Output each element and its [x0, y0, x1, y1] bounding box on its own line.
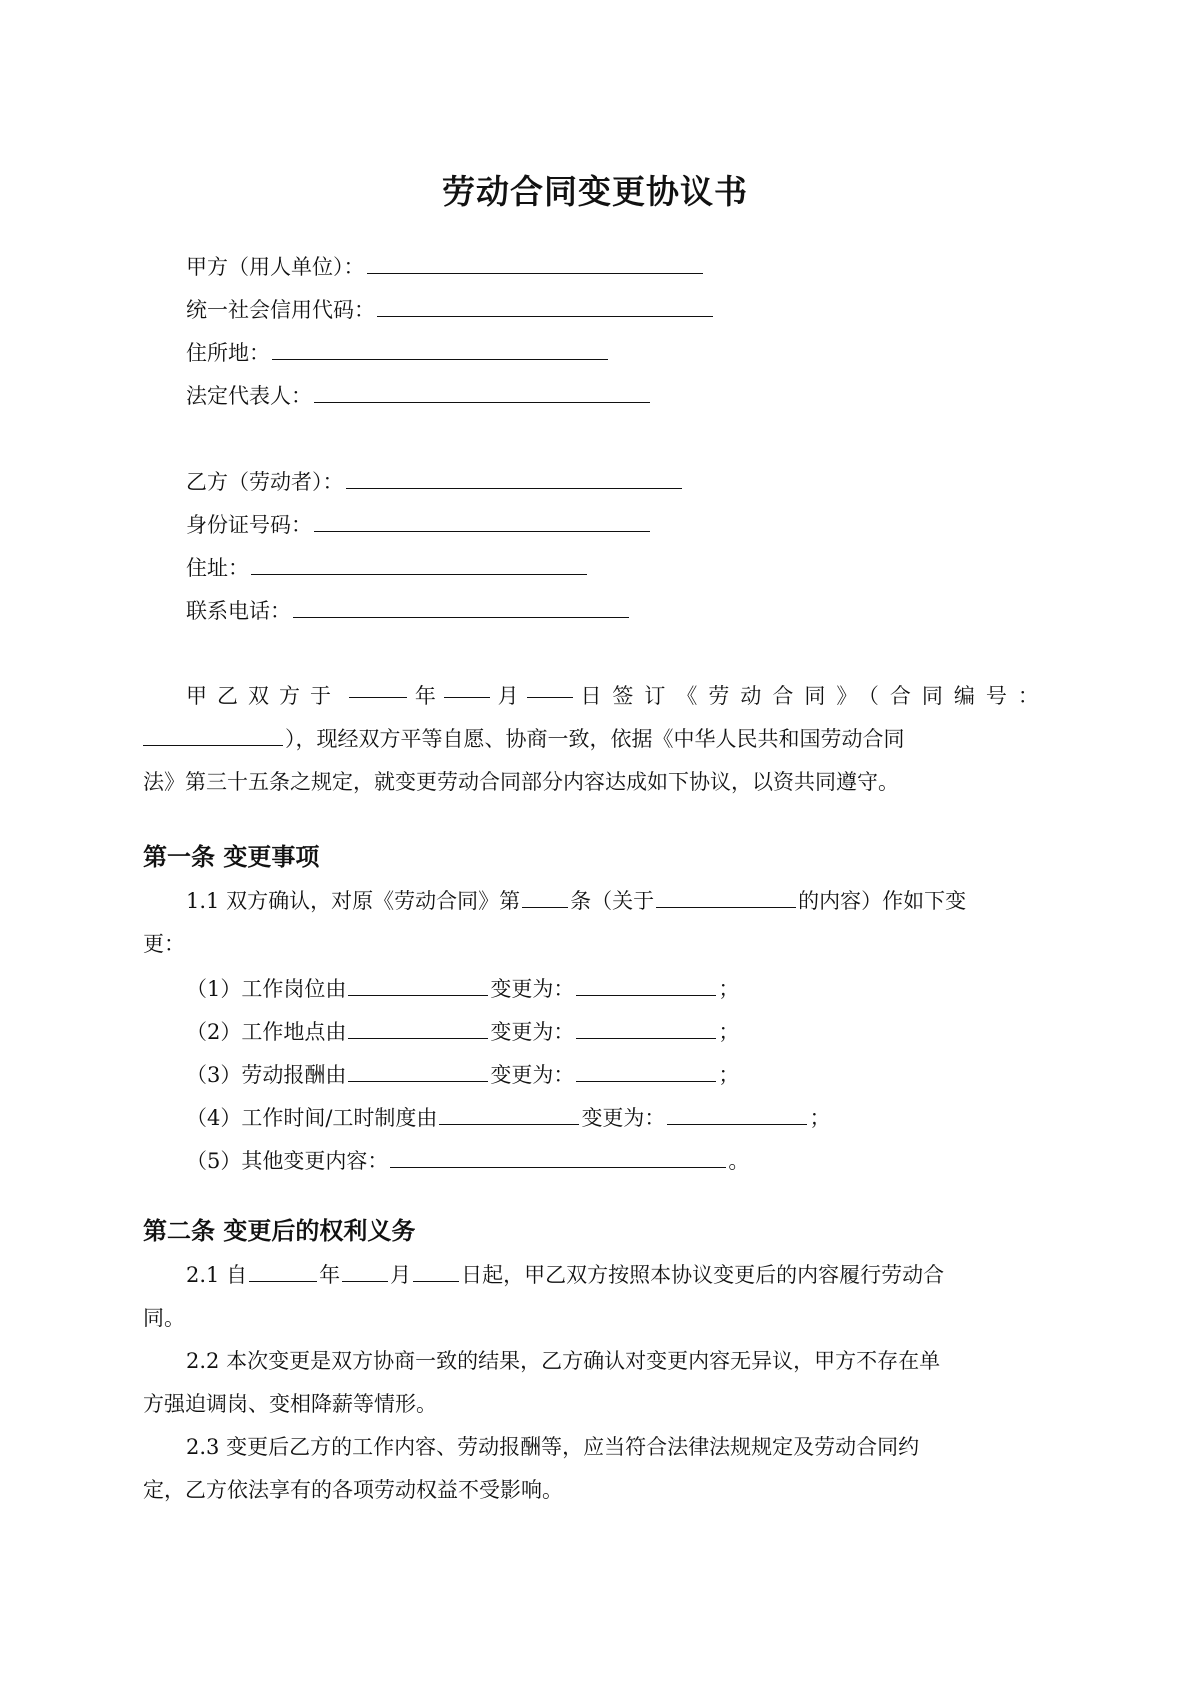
item-5-end: 。 — [728, 1149, 750, 1173]
clause-2-3-text-a: 2.3 变更后乙方的工作内容、劳动报酬等，应当符合法律法规规定及劳动合同约 — [186, 1435, 920, 1459]
article-1-intro-row-1 — [143, 880, 1050, 923]
item-4-end: ； — [809, 1106, 831, 1130]
article-2-heading: 第二条 变更后的权利义务 — [143, 1217, 416, 1245]
party-a-legal-rep-line — [186, 380, 652, 410]
item-4-label: （4）工作时间/工时制度由 — [186, 1106, 438, 1130]
article-1-intro-text-c: 的内容）作如下变 — [798, 889, 967, 913]
preamble-text-4: 日签订《劳动合同》（合同编号： — [580, 684, 1050, 708]
article-1-item-3 — [186, 1059, 739, 1089]
preamble-text-5: ），现经双方平等自愿、协商一致，依据《中华人民共和国劳动合同 — [285, 727, 905, 751]
item-1-mid: 变更为： — [490, 977, 575, 1001]
preamble-day-field[interactable] — [527, 675, 573, 698]
item-2-end: ； — [718, 1020, 740, 1044]
item-5-label: （5）其他变更内容： — [186, 1149, 389, 1173]
party-a-legal-rep-field[interactable] — [314, 380, 650, 403]
preamble-row-1 — [143, 675, 1050, 718]
item-3-end: ； — [718, 1063, 740, 1087]
article-2-clause-2-3 — [143, 1426, 1050, 1512]
party-b-phone-line — [186, 595, 631, 625]
party-a-name-line — [186, 251, 705, 281]
article-1-item-4 — [186, 1102, 830, 1132]
article-1-intro-text-b: 条（关于 — [570, 889, 655, 913]
item-1-end: ； — [718, 977, 740, 1001]
item-2-from-field[interactable] — [348, 1016, 488, 1039]
clause-2-3-row-1 — [143, 1426, 1050, 1469]
item-3-to-field[interactable] — [576, 1059, 716, 1082]
party-b-phone-field[interactable] — [293, 595, 629, 618]
clause-2-1-day-field[interactable] — [413, 1259, 459, 1282]
document-title: 劳动合同变更协议书 — [442, 172, 748, 211]
clause-2-1-text-b: 年 — [319, 1263, 341, 1287]
item-4-from-field[interactable] — [439, 1102, 579, 1125]
party-b-name-field[interactable] — [346, 466, 682, 489]
clause-2-2-text-a: 2.2 本次变更是双方协商一致的结果，乙方确认对变更内容无异议，甲方不存在单 — [186, 1349, 941, 1373]
party-a-legal-rep-label: 法定代表人： — [186, 384, 312, 408]
party-b-address-line — [186, 552, 589, 582]
article-1-intro — [143, 880, 1050, 966]
party-a-credit-code-line — [186, 294, 715, 324]
preamble-paragraph — [143, 675, 1050, 804]
clause-2-2-text-b: 方强迫调岗、变相降薪等情形。 — [143, 1392, 437, 1416]
party-a-name-label: 甲方（用人单位）： — [186, 255, 365, 279]
clause-2-1-month-field[interactable] — [342, 1259, 388, 1282]
preamble-contract-number-field[interactable] — [143, 723, 283, 746]
party-b-address-label: 住址： — [186, 556, 249, 580]
party-b-address-field[interactable] — [251, 552, 587, 575]
clause-2-2-row-1 — [143, 1340, 1050, 1383]
preamble-text-3: 月 — [497, 684, 519, 708]
party-b-id-field[interactable] — [314, 509, 650, 532]
item-1-label: （1）工作岗位由 — [186, 977, 347, 1001]
article-1-intro-text-d: 更： — [143, 932, 185, 956]
article-1-intro-row-2 — [143, 923, 1050, 966]
article-1-item-5 — [186, 1145, 749, 1175]
clause-2-3-text-b: 定，乙方依法享有的各项劳动权益不受影响。 — [143, 1478, 563, 1502]
article-1-intro-text-a: 1.1 双方确认，对原《劳动合同》第 — [186, 889, 521, 913]
preamble-month-field[interactable] — [444, 675, 490, 698]
item-4-mid: 变更为： — [581, 1106, 666, 1130]
clause-2-1-text-e: 同。 — [143, 1306, 185, 1330]
item-3-mid: 变更为： — [490, 1063, 575, 1087]
party-a-address-label: 住所地： — [186, 341, 270, 365]
article-2-clause-2-1 — [143, 1254, 1050, 1340]
clause-2-1-text-d: 日起，甲乙双方按照本协议变更后的内容履行劳动合 — [461, 1263, 945, 1287]
clause-2-1-row-1 — [143, 1254, 1050, 1297]
item-4-to-field[interactable] — [667, 1102, 807, 1125]
item-2-label: （2）工作地点由 — [186, 1020, 347, 1044]
party-b-id-line — [186, 509, 652, 539]
clause-2-1-row-2 — [143, 1297, 1050, 1340]
preamble-text-1: 甲乙双方于 — [186, 684, 341, 708]
item-3-from-field[interactable] — [348, 1059, 488, 1082]
party-a-name-field[interactable] — [367, 251, 703, 274]
article-1-clause-subject-field[interactable] — [656, 885, 796, 908]
item-5-field[interactable] — [390, 1145, 726, 1168]
item-1-to-field[interactable] — [576, 973, 716, 996]
article-2-clause-2-2 — [143, 1340, 1050, 1426]
preamble-text-6: 法》第三十五条之规定，就变更劳动合同部分内容达成如下协议，以资共同遵守。 — [143, 770, 899, 794]
clause-2-1-year-field[interactable] — [249, 1259, 317, 1282]
article-1-item-1 — [186, 973, 739, 1003]
item-2-mid: 变更为： — [490, 1020, 575, 1044]
party-a-address-field[interactable] — [272, 337, 608, 360]
article-1-heading: 第一条 变更事项 — [143, 843, 320, 871]
party-b-name-label: 乙方（劳动者）： — [186, 470, 344, 494]
party-b-id-label: 身份证号码： — [186, 513, 312, 537]
party-a-address-line — [186, 337, 610, 367]
clause-2-1-text-a: 2.1 自 — [186, 1263, 248, 1287]
item-1-from-field[interactable] — [348, 973, 488, 996]
preamble-row-2 — [143, 718, 1050, 761]
clause-2-3-row-2 — [143, 1469, 1050, 1512]
party-b-name-line — [186, 466, 684, 496]
preamble-row-3 — [143, 761, 1050, 804]
item-3-label: （3）劳动报酬由 — [186, 1063, 347, 1087]
preamble-text-2: 年 — [414, 684, 436, 708]
clause-2-2-row-2 — [143, 1383, 1050, 1426]
party-b-phone-label: 联系电话： — [186, 599, 291, 623]
article-1-clause-number-field[interactable] — [522, 885, 568, 908]
preamble-year-field[interactable] — [349, 675, 407, 698]
item-2-to-field[interactable] — [576, 1016, 716, 1039]
party-a-credit-code-label: 统一社会信用代码： — [186, 298, 375, 322]
party-a-credit-code-field[interactable] — [377, 294, 713, 317]
article-1-item-2 — [186, 1016, 739, 1046]
clause-2-1-text-c: 月 — [390, 1263, 412, 1287]
